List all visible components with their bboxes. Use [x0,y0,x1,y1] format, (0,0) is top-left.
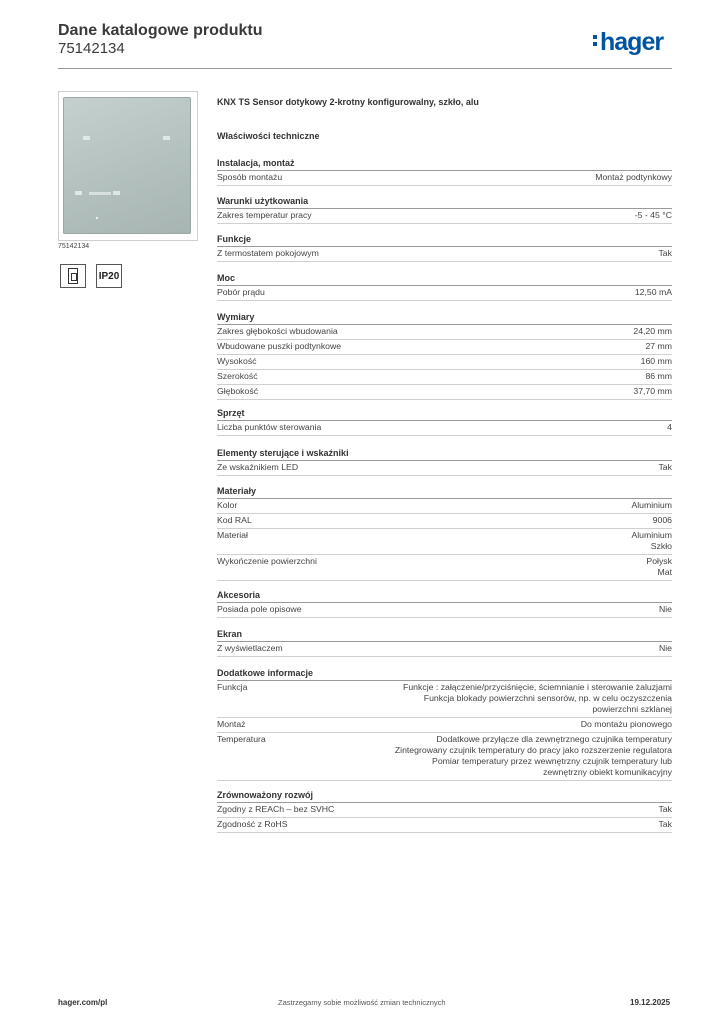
spec-label: Wbudowane puszki podtynkowe [217,341,342,351]
spec-value-line: Aluminium [631,500,672,510]
spec-label: Temperatura [217,734,266,744]
led-indicator [96,217,98,219]
spec-value [248,530,672,552]
spec-row [217,555,672,581]
spec-row [217,385,672,400]
spec-value-line: Mat [657,567,672,577]
spec-value-line: Tak [658,248,672,258]
spec-value-line: Połysk [646,556,672,566]
mounting-badge [60,264,86,288]
section-heading: Ekran [217,628,672,642]
spec-row [217,818,672,833]
spec-row [217,340,672,355]
spec-value-line: Funkcja blokady powierzchni sensorów, np. w celu oczyszczenia [423,693,672,703]
spec-value [257,356,672,367]
spec-value [246,719,673,730]
spec-row [217,642,672,657]
spec-section [217,485,672,581]
spec-value [252,515,672,526]
brand-logo [593,28,663,57]
spec-label: Z wyświetlaczem [217,643,283,653]
spec-row [217,718,672,733]
spec-value [247,682,672,715]
section-heading: Wymiary [217,311,672,325]
spec-value-line: powierzchni szklanej [592,704,672,714]
label-field [89,192,111,195]
spec-label: Wysokość [217,356,257,366]
image-caption: 75142134 [58,243,90,250]
spec-value [258,386,672,397]
spec-section [217,233,672,262]
spec-value-line: 160 mm [640,356,672,366]
spec-value [283,643,672,654]
footer-note: Zastrzegamy sobie możliwość zmian technicznych [278,998,446,1007]
spec-label: Wykończenie powierzchni [217,556,317,566]
spec-row [217,681,672,718]
section-heading: Zrównoważony rozwój [217,789,672,803]
spec-row [217,421,672,436]
product-title: KNX TS Sensor dotykowy 2-krotny konfigurowalny, szkło, alu [217,97,479,107]
spec-section [217,272,672,301]
header-divider [58,68,672,69]
spec-row [217,514,672,529]
spec-value [302,604,672,615]
spec-row [217,529,672,555]
spec-value-line: Pomiar temperatury przez wewnętrzny czujnik temperatury lub [432,756,672,766]
spec-row [217,171,672,186]
spec-row [217,247,672,262]
spec-label: Głębokość [217,386,259,396]
section-heading: Funkcje [217,233,672,247]
spec-value [258,371,672,382]
spec-value-line: Tak [658,804,672,814]
spec-value-line: Dodatkowe przyłącze dla zewnętrznego czujnika temperatury [436,734,672,744]
footer-date: 19.12.2025 [630,998,671,1007]
spec-label: Szerokość [217,371,258,381]
spec-label: Ze wskaźnikiem LED [217,462,299,472]
spec-row [217,803,672,818]
spec-label: Liczba punktów sterowania [217,422,322,432]
spec-value-line: Nie [658,643,672,653]
spec-value-line: Szkło [650,541,672,551]
spec-value-line: 86 mm [645,371,672,381]
spec-value-line: Funkcje : załączenie/przyciśnięcie, ściemnianie i sterowanie żaluzjami [403,682,672,692]
spec-section [217,407,672,436]
spec-label: Zgodność z RoHS [217,819,288,829]
spec-row [217,355,672,370]
spec-value [288,819,673,830]
logo-dots-icon [593,34,598,48]
sensor-panel-image [63,97,191,234]
spec-section [217,447,672,476]
brand-name: hager [600,28,664,56]
section-heading: Instalacja, montaż [217,157,672,171]
spec-row [217,286,672,301]
spec-section [217,195,672,224]
spec-value [298,462,672,473]
spec-value [265,287,672,298]
spec-section [217,628,672,657]
touch-mark-icon [75,191,82,195]
spec-label: Kolor [217,500,238,510]
footer-website[interactable]: hager.com/pl [58,998,108,1007]
spec-value-line: 12,50 mA [634,287,672,297]
spec-value-line: Do montażu pionowego [580,719,672,729]
spec-value [338,326,672,337]
spec-row [217,370,672,385]
spec-value [334,804,672,815]
spec-label: Pobór prądu [217,287,265,297]
spec-value-line: Nie [658,604,672,614]
spec-value-line: 9006 [652,515,672,525]
spec-row [217,603,672,618]
spec-label: Materiał [217,530,248,540]
page-title: Dane katalogowe produktu [58,22,263,39]
spec-row [217,461,672,476]
spec-value-line: zewnętrzny obiekt komunikacyjny [543,767,672,777]
product-image [58,91,198,241]
spec-row [217,325,672,340]
ip-badge: IP20 [96,264,122,288]
spec-value-line: Tak [658,819,672,829]
spec-value [319,248,672,259]
spec-label: Zakres głębokości wbudowania [217,326,338,336]
spec-label: Sposób montażu [217,172,283,182]
spec-value [341,341,672,352]
spec-value-line: -5 - 45 °C [634,210,672,220]
spec-section [217,667,672,781]
spec-value-line: Montaż podtynkowy [595,172,672,182]
spec-label: Montaż [217,719,246,729]
spec-label: Posiada pole opisowe [217,604,302,614]
spec-row [217,733,672,781]
spec-value-line: Aluminium [631,530,672,540]
spec-label: Kod RAL [217,515,252,525]
flush-mount-icon [68,268,78,284]
spec-row [217,499,672,514]
spec-value-line: 27 mm [645,341,672,351]
spec-label: Zakres temperatur pracy [217,210,312,220]
section-heading: Warunki użytkowania [217,195,672,209]
section-heading: Elementy sterujące i wskaźniki [217,447,672,461]
spec-value [312,210,672,221]
spec-value [317,556,672,578]
touch-mark-icon [163,136,170,140]
spec-value [282,172,672,183]
spec-section [217,311,672,400]
spec-label: Funkcja [217,682,248,692]
section-heading: Akcesoria [217,589,672,603]
spec-value-line: Tak [658,462,672,472]
section-heading: Materiały [217,485,672,499]
spec-label: Z termostatem pokojowym [217,248,319,258]
touch-mark-icon [83,136,90,140]
spec-value [266,734,672,778]
tech-heading: Właściwości techniczne [217,131,320,141]
spec-value [237,500,672,511]
spec-row [217,209,672,224]
section-heading: Moc [217,272,672,286]
spec-value-line: 4 [667,422,672,432]
spec-value-line: Zintegrowany czujnik temperatury do pracy jako rozszerzenie regulatora [394,745,672,755]
spec-section [217,789,672,833]
section-heading: Sprzęt [217,407,672,421]
spec-value-line: 24,20 mm [633,326,672,336]
spec-section [217,157,672,186]
touch-mark-icon [113,191,120,195]
spec-value-line: 37,70 mm [633,386,672,396]
spec-value [321,422,672,433]
spec-section [217,589,672,618]
section-heading: Dodatkowe informacje [217,667,672,681]
product-number: 75142134 [58,40,125,57]
spec-label: Zgodny z REACh – bez SVHC [217,804,335,814]
